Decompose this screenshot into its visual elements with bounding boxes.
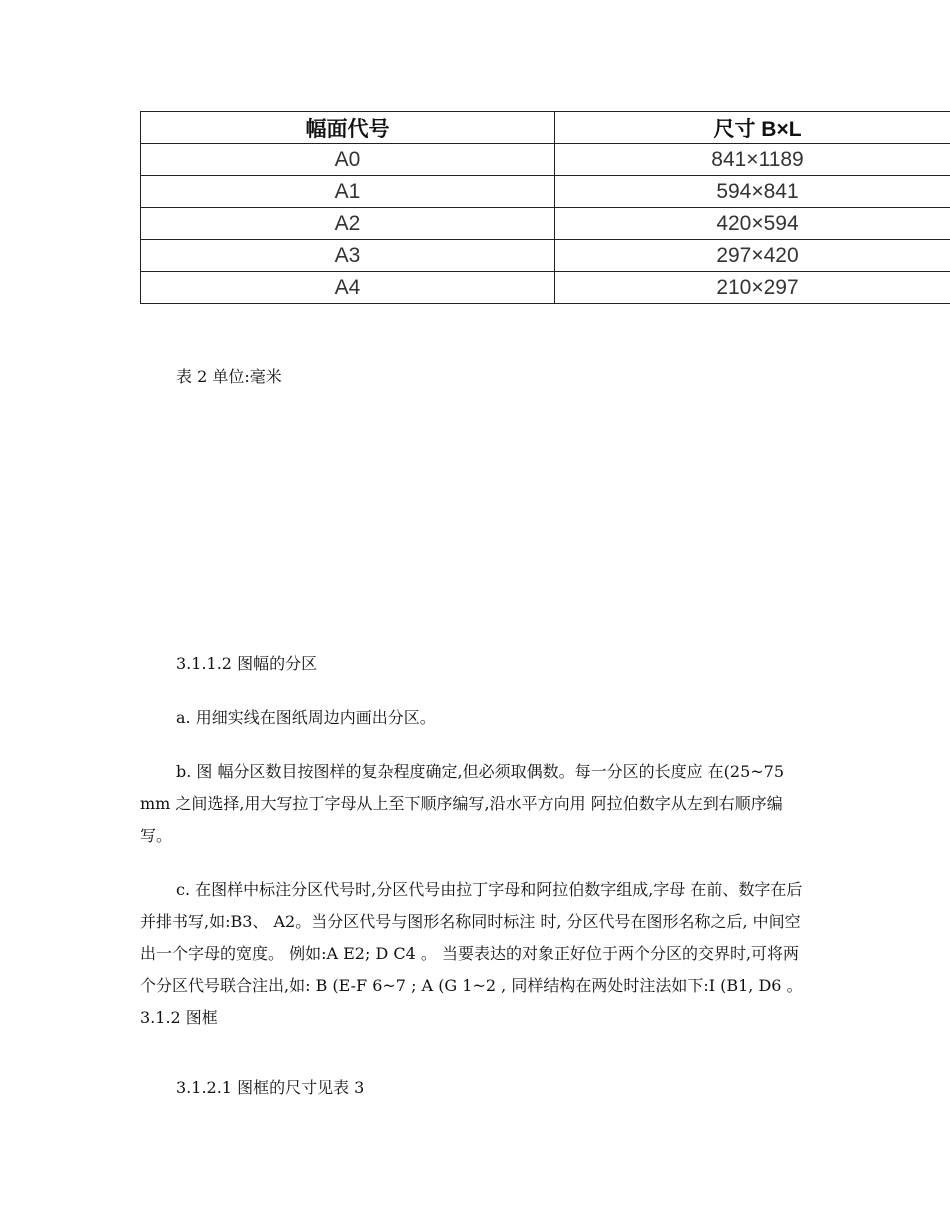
header-size: 尺寸 B×L xyxy=(555,112,950,144)
table-row xyxy=(141,176,950,208)
table-row xyxy=(141,272,950,304)
cell-format-code: A3 xyxy=(141,240,555,272)
cell-size: 594×841 xyxy=(555,176,950,208)
paragraph-b: b. 图 幅分区数目按图样的复杂程度确定,但必须取偶数。每一分区的长度应 在(25~75 mm 之间选择,用大写拉丁字母从上至下顺序编写,沿水平方向用 阿拉伯数字从左到右顺序编写。 xyxy=(140,762,785,845)
cell-format-code: A4 xyxy=(141,272,555,304)
paragraph-a: a. 用细实线在图纸周边内画出分区。 xyxy=(176,708,436,727)
table-caption: 表 2 单位:毫米 xyxy=(176,367,282,386)
cell-format-code: A1 xyxy=(141,176,555,208)
table-row xyxy=(141,144,950,176)
paragraph-c: c. 在图样中标注分区代号时,分区代号由拉丁字母和阿拉伯数字组成,字母 在前、数字在后并排书写,如:B3、 A2。当分区代号与图形名称同时标注 时, 分区代号在图形名称之后, 中间空出一个字母的宽度。 例如:A E2; D C4 。 当要表达的对象正好位于两个分区的交界时,可将两个分区代号联合注出,如: B (E-F 6~7 ; A (G 1~2 , 同样结构在两处时注法如下:I (B1, D6 。 3.1.2 图框 xyxy=(140,880,803,1027)
table-header-row xyxy=(141,112,950,144)
cell-size: 420×594 xyxy=(555,208,950,240)
table-row xyxy=(141,240,950,272)
cell-format-code: A0 xyxy=(141,144,555,176)
header-format-code: 幅面代号 xyxy=(141,112,555,144)
section-heading: 3.1.1.2 图幅的分区 xyxy=(176,654,318,673)
paper-size-table-container xyxy=(140,111,950,304)
paragraph-last: 3.1.2.1 图框的尺寸见表 3 xyxy=(176,1078,365,1097)
cell-size: 210×297 xyxy=(555,272,950,304)
paper-size-table xyxy=(140,111,950,304)
cell-format-code: A2 xyxy=(141,208,555,240)
cell-size: 841×1189 xyxy=(555,144,950,176)
table-row xyxy=(141,208,950,240)
cell-size: 297×420 xyxy=(555,240,950,272)
